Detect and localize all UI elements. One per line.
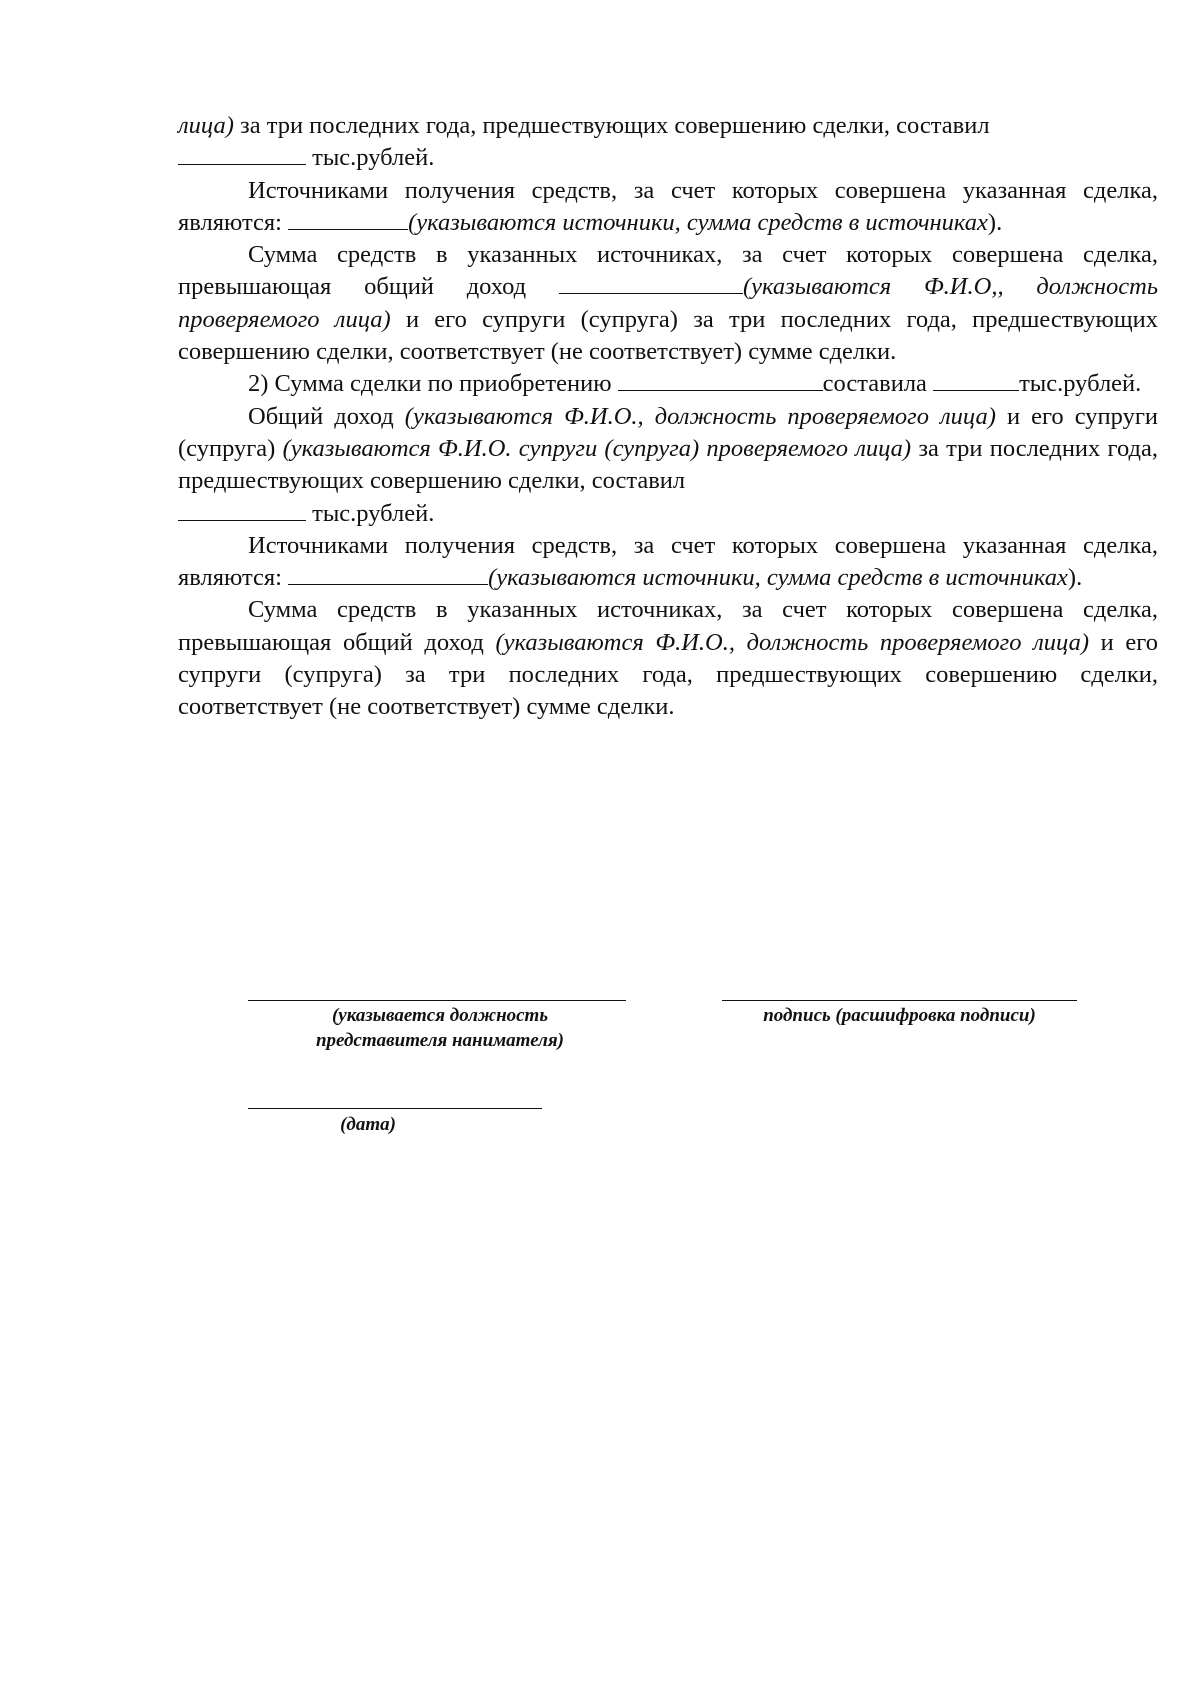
paragraph-text: за три последних года, предшествующих совершению сделки, составил: [178, 434, 1158, 495]
italic-note: (указываются Ф.И.О., должность проверяемого лица): [495, 628, 1089, 656]
paragraph-text: Источниками получения средств, за счет которых совершена указанная сделка, являются:: [178, 531, 1158, 592]
paragraph-sources-2: [178, 530, 1158, 595]
paragraph-total-income: [178, 401, 1158, 530]
fill-in-blank: [178, 500, 306, 521]
position-signature-line: [248, 1000, 626, 1001]
fill-in-blank: [618, 370, 823, 391]
paragraph-text: Источниками получения средств, за счет которых совершена указанная сделка, являются:: [178, 176, 1158, 236]
paragraph-sources: [178, 175, 1158, 240]
paragraph-text: и его супруги (супруга): [178, 402, 1158, 462]
signature-caption: подпись (расшифровка подписи): [763, 1005, 1036, 1026]
unit-text: тыс.рублей.: [306, 144, 435, 172]
fill-in-blank: [288, 564, 488, 585]
italic-note: лица): [178, 112, 234, 139]
paragraph-end: ).: [1067, 564, 1083, 592]
paragraph-sum-comparison: [178, 239, 1158, 368]
unit-text: тыс.рублей.: [1019, 370, 1142, 398]
paragraph-text: Сумма средств в указанных источниках, за счет которых совершена сделка, превышающая общий доход: [178, 241, 1158, 301]
position-caption: [270, 1003, 610, 1053]
paragraph-sum-comparison-2: [178, 594, 1158, 723]
paragraph-text: за три последних года, предшествующих совершению сделки, составил: [233, 112, 990, 139]
fill-in-blank: [559, 273, 743, 294]
unit-text: тыс.рублей.: [306, 499, 435, 527]
paragraph-text: Сумма средств в указанных источниках, за счет которых совершена сделка, превышающая общий доход: [178, 596, 1158, 656]
document-body: [178, 110, 1158, 724]
paragraph-end: ).: [987, 208, 1003, 236]
italic-note: (указываются источники, сумма средств в источниках: [488, 564, 1068, 592]
fill-in-blank: [178, 144, 306, 165]
italic-note: (указываются Ф.И.О. супруги (супруга) проверяемого лица): [282, 434, 912, 462]
fill-in-blank: [288, 209, 408, 230]
fill-in-blank: [933, 370, 1019, 391]
paragraph-text: составила: [822, 370, 934, 398]
paragraph-text: 2) Сумма сделки по приобретению: [248, 370, 618, 398]
italic-note: (указываются Ф.И.О,, должность проверяемого лица): [178, 273, 1158, 333]
paragraph-text: и его супруги (супруга) за три последних года, предшествующих совершению сделки, соответствует (не соответствует) сумме сделки.: [178, 628, 1158, 721]
date-caption: (дата): [340, 1114, 396, 1135]
position-caption-line-1: (указывается должность: [331, 1005, 549, 1026]
paragraph-text: Общий доход: [248, 402, 405, 430]
italic-note: (указываются источники, сумма средств в источниках: [408, 208, 988, 236]
signature-line: [722, 1000, 1077, 1001]
position-caption-line-2: представителя нанимателя): [315, 1030, 565, 1051]
paragraph-text: и его супруги (супруга) за три последних года, предшествующих совершению сделки, соответствует (не соответствует) сумме сделки.: [178, 305, 1158, 366]
date-line: [248, 1108, 542, 1109]
paragraph-deal-amount: [178, 368, 1158, 400]
italic-note: (указываются Ф.И.О., должность проверяемого лица): [404, 402, 996, 430]
paragraph-income-total-tail: [178, 110, 1158, 175]
